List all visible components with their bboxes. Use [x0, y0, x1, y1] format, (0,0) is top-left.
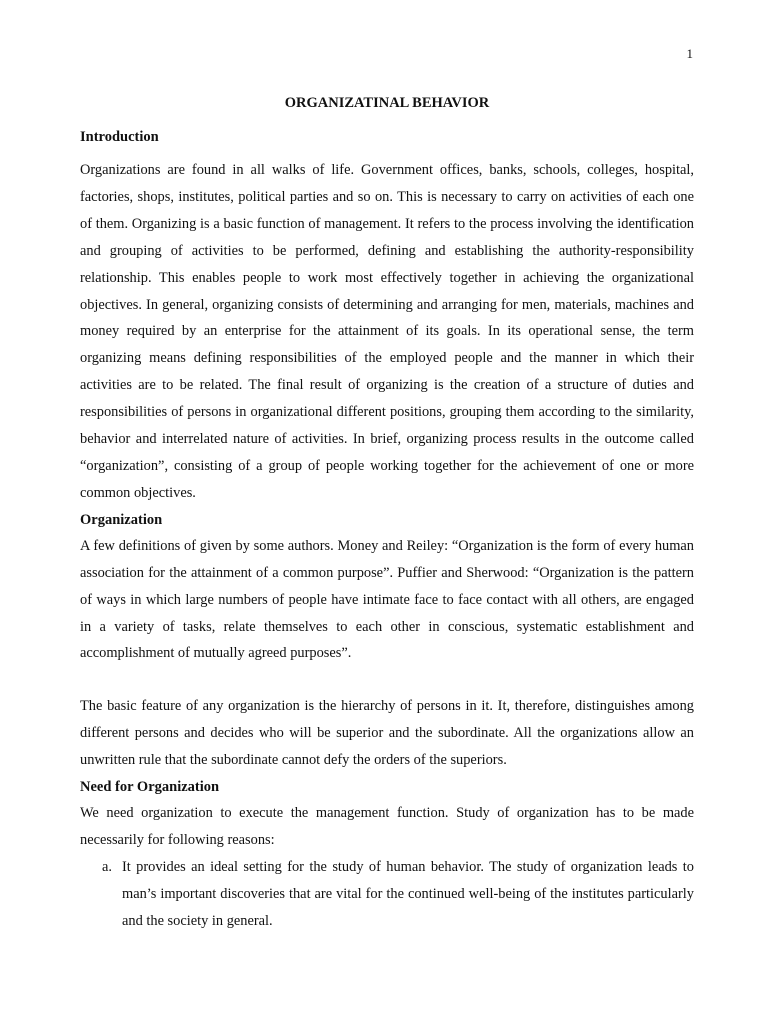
document-body — [80, 90, 694, 935]
paragraph-organization-hierarchy: The basic feature of any organization is the hierarchy of persons in it. It, therefore, distinguishes among different persons and decides who will be superior and the subordinate. All the organizations allow an unwritten rule that the subordinate cannot defy the orders of the superiors. — [80, 698, 694, 769]
heading-organization: Organization — [80, 511, 163, 528]
heading-introduction: Introduction — [80, 129, 159, 145]
list-item-marker: a. — [102, 858, 112, 875]
list-item-text: It provides an ideal setting for the study of human behavior. The study of organization leads to man’s important discoveries that are vital for the continued well-being of the institutes particularly and the society in general. — [122, 858, 694, 929]
document-title: ORGANIZATINAL BEHAVIOR — [284, 95, 490, 111]
paragraph-organization-definitions: A few definitions of given by some authors. Money and Reiley: “Organization is the form of every human association for the attainment of a common purpose”. Puffier and Sherwood: “Organization is the pattern of ways in which large numbers of people have intimate face to face contact with all others, are engaged in a variety of tasks, relate themselves to each other in conscious, systematic establishment and accomplishment of mutually agreed purposes”. — [80, 537, 694, 662]
paragraph-introduction: Organizations are found in all walks of life. Government offices, banks, schools, colleges, hospital, factories, shops, institutes, political parties and so on. This is necessary to carry on activities of each one of them. Organizing is a basic function of management. It refers to the process involving the identification and grouping of activities to be performed, defining and establishing the authority-responsibility relationship. This enables people to work most effectively together in achieving the organizational objectives. In general, organizing consists of determining and arranging for men, materials, machines and money required by an enterprise for the attainment of its goals. In its operational sense, the term organizing means defining responsibilities of the employed people and the manner in which their activities are to be related. The final result of organizing is the creation of a structure of duties and responsibilities of persons in organizational different positions, grouping them according to the similarity, behavior and interrelated nature of activities. In brief, organizing process results in the outcome called “organization”, consisting of a group of people working together for the achievement of one or more common objectives. — [80, 162, 694, 501]
list-item — [102, 854, 694, 935]
paragraph-need-for-organization: We need organization to execute the management function. Study of organization has to be made necessarily for following reasons: — [80, 805, 694, 848]
reasons-list — [80, 854, 694, 935]
page-number: 1 — [686, 46, 693, 61]
heading-need-for-organization: Need for Organization — [80, 779, 220, 796]
paragraph-spacer — [80, 667, 694, 693]
